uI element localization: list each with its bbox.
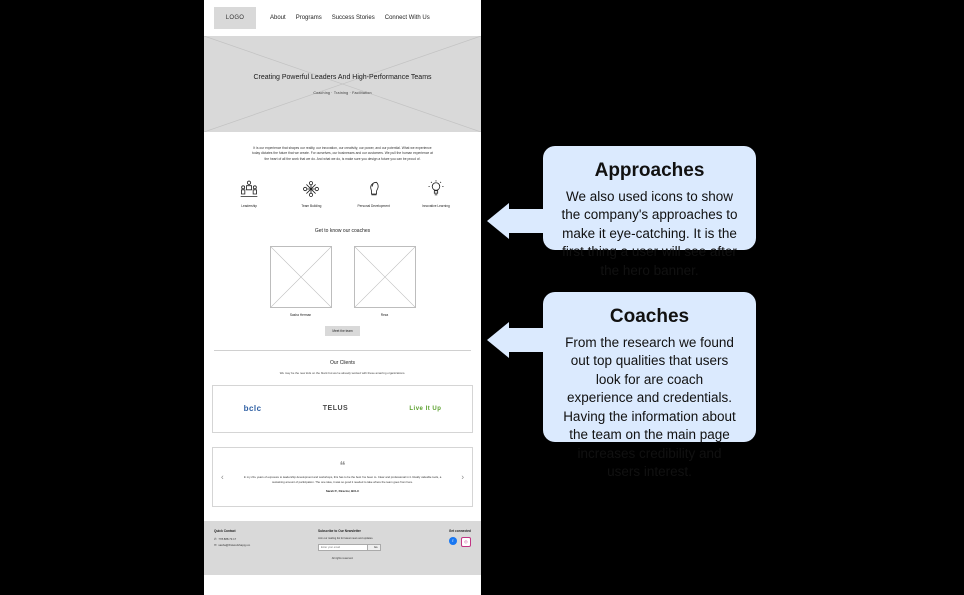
- placeholder-cross-icon: [204, 36, 481, 132]
- client-logo-label: TELUS: [322, 405, 349, 413]
- team-building-icon: [285, 178, 337, 200]
- coach-name: Reza: [380, 313, 389, 318]
- approach-label: Team Building: [301, 204, 322, 209]
- newsletter-submit-button[interactable]: Go: [368, 544, 381, 551]
- callout-coaches: [543, 292, 756, 480]
- hero-subline: Coaching · Training · Facilitation: [313, 90, 372, 95]
- approach-item-leadership[interactable]: [223, 178, 275, 208]
- callout-approaches-body: We also used icons to show the company's approaches to make it eye-catching. It is the first thing a user will see after the hero banner.: [561, 189, 738, 278]
- nav-item-connect-with-us[interactable]: Connect With Us: [384, 15, 430, 21]
- callout-coaches-title: Coaches: [609, 306, 690, 327]
- facebook-icon[interactable]: f: [449, 537, 457, 545]
- footer-phone: 778.888.73.17: [218, 536, 237, 541]
- footer-email-row[interactable]: [214, 543, 250, 547]
- nav-item-success-stories[interactable]: Success Stories: [331, 15, 375, 21]
- callout-approaches: [543, 146, 756, 278]
- footer-email: sasha@firstworkhappy.co: [218, 542, 251, 547]
- footer-newsletter-column: [318, 529, 381, 551]
- approaches-icon-row: [204, 162, 481, 208]
- callout-approaches-title: Approaches: [594, 160, 705, 181]
- approach-label: Leadership: [241, 204, 258, 209]
- testimonial-author: Sarah P., Director, BCLC: [325, 488, 360, 493]
- newsletter-email-input[interactable]: [318, 544, 368, 551]
- phone-icon: ✆: [214, 536, 217, 541]
- personal-development-icon: [348, 178, 400, 200]
- live-it-up-logo: [409, 406, 441, 412]
- footer-phone-row[interactable]: [214, 537, 250, 541]
- coach-photo-placeholder: [354, 246, 416, 308]
- clients-logo-strip: [212, 385, 473, 433]
- section-divider: [214, 350, 471, 351]
- carousel-next-icon[interactable]: ›: [461, 472, 464, 482]
- nav-item-about[interactable]: About: [270, 15, 286, 21]
- placeholder-cross-icon: [355, 247, 415, 307]
- approach-label: Personal Development: [357, 204, 390, 209]
- carousel-prev-icon[interactable]: ‹: [221, 472, 224, 482]
- coaches-title: Get to know our coaches: [314, 228, 371, 235]
- instagram-icon[interactable]: ◎: [461, 537, 471, 547]
- hero-headline: Creating Powerful Leaders And High-Performance Teams: [253, 73, 432, 81]
- bclc-logo: [244, 404, 262, 413]
- client-logo-label: Live It Up: [409, 405, 442, 412]
- copyright-text: All rights reserved.: [331, 556, 354, 560]
- site-footer: [204, 521, 481, 575]
- mail-icon: ✉: [214, 542, 217, 547]
- leadership-icon: [223, 178, 275, 200]
- coach-photo-placeholder: [270, 246, 332, 308]
- coach-card[interactable]: [354, 246, 416, 317]
- placeholder-cross-icon: [271, 247, 331, 307]
- website-mockup: [204, 0, 481, 595]
- hero-banner: [204, 36, 481, 132]
- newsletter-title: Subscribe to Our Newsletter: [318, 528, 361, 533]
- testimonial-quote: In my 20+ years of exposure to leadership development and workshops, this has to be the best I've been to. Clear and professional in it. Really valuable tools, a sustaining amount of participation. The one idea, it was so good it needed to take where the team goes from here.: [243, 475, 442, 484]
- coaches-callout-arrow: [487, 322, 545, 358]
- get-connected-title: Get connected: [448, 528, 471, 533]
- coach-card[interactable]: [270, 246, 332, 317]
- intro-paragraph: It is our experience that shapes our reality, our innovation, our creativity, our power, and our potential. What we experience today dictates the future that we create. For ourselves, our businesses and our customers. We pull the human experience at the heart of all the work that we do. And what we do, is make sure you design a future you can be proud of.: [252, 146, 433, 161]
- quote-icon: ❝: [339, 460, 346, 473]
- footer-contact-column: [214, 529, 250, 551]
- nav-item-programs[interactable]: Programs: [295, 15, 322, 21]
- coaches-row: [204, 246, 481, 317]
- meet-the-team-button[interactable]: Meet the team: [325, 326, 359, 336]
- approaches-callout-arrow: [487, 203, 545, 239]
- innovative-learning-icon: [410, 178, 462, 200]
- newsletter-subtitle: Join our mailing list for latest news and updates.: [318, 536, 374, 540]
- approach-item-personal-development[interactable]: [348, 178, 400, 208]
- telus-logo: [323, 405, 348, 412]
- approach-item-team-building[interactable]: [285, 178, 337, 208]
- clients-subtitle: We may be the new kids on the block but we've already worked with these amazing organizations.: [279, 371, 406, 376]
- approach-label: Innovative Learning: [421, 204, 450, 209]
- footer-contact-title: Quick Contact: [214, 528, 236, 533]
- footer-social-column: [449, 529, 471, 551]
- nav-links: [270, 15, 430, 21]
- callout-coaches-body: From the research we found out top qualities that users look for are coach experience and credentials. Having the information about the team on the main page increases credibility and users interest.: [563, 335, 736, 480]
- clients-title: Our Clients: [329, 360, 355, 367]
- testimonial-card: [212, 447, 473, 507]
- approach-item-innovative-learning[interactable]: [410, 178, 462, 208]
- site-navbar: [204, 0, 481, 36]
- logo[interactable]: LOGO: [214, 7, 256, 29]
- client-logo-label: bclc: [243, 404, 262, 414]
- coach-name: Sasha Herman: [289, 313, 312, 318]
